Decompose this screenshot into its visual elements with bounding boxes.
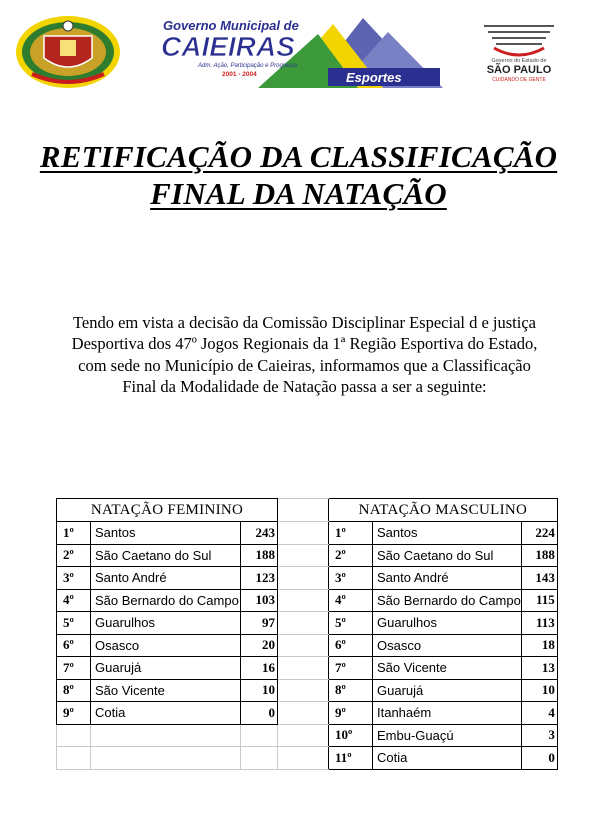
table-row [57,679,558,702]
masculino-position: 2º [329,544,373,567]
feminino-points: 0 [241,702,278,725]
masculino-team: São Bernardo do Campo [373,589,522,612]
document-title-line-1: RETIFICAÇÃO DA CLASSIFICAÇÃO [39,139,558,174]
feminino-team: Cotia [91,702,241,725]
svg-text:CAIEIRAS: CAIEIRAS [161,31,295,62]
masculino-team: Santo André [373,567,522,590]
masculino-points: 115 [521,589,557,612]
feminino-points: 16 [241,657,278,680]
masculino-points: 0 [521,747,557,770]
table-gap [278,499,329,522]
masculino-position: 10º [329,724,373,747]
masculino-points: 13 [521,657,557,680]
table-gap [278,702,329,725]
feminino-position: 6º [57,634,91,657]
feminino-position: 7º [57,657,91,680]
masculino-team: Embu-Guaçú [373,724,522,747]
feminino-position: 4º [57,589,91,612]
table-row [57,634,558,657]
feminino-position: 2º [57,544,91,567]
masculino-position: 8º [329,679,373,702]
table-gap [278,589,329,612]
masculino-points: 143 [521,567,557,590]
table-gap [278,544,329,567]
feminino-points: 20 [241,634,278,657]
table-header-row [57,499,558,522]
empty-cell [91,724,241,747]
feminino-position: 5º [57,612,91,635]
feminino-team: Santo André [91,567,241,590]
table-row [57,612,558,635]
sao-paulo-state-logo [474,18,564,88]
intro-line: Desportiva dos 47º Jogos Regionais da 1ª Região Esportiva do Estado, [71,334,538,354]
table-gap [278,657,329,680]
caieiras-coat-of-arms-logo [14,14,122,90]
empty-cell [91,747,241,770]
feminino-team: Guarujá [91,657,241,680]
masculino-points: 10 [521,679,557,702]
masculino-position: 6º [329,634,373,657]
masculino-team: Cotia [373,747,522,770]
table-row [57,567,558,590]
masculino-position: 4º [329,589,373,612]
feminino-points: 188 [241,544,278,567]
table-row [57,724,558,747]
feminino-points: 123 [241,567,278,590]
svg-text:SÃO PAULO: SÃO PAULO [486,64,552,76]
document-title-line-2: FINAL DA NATAÇÃO [150,176,447,211]
masculino-points: 113 [521,612,557,635]
feminino-team: Guarulhos [91,612,241,635]
empty-cell [241,747,278,770]
masculino-points: 18 [521,634,557,657]
masculino-position: 5º [329,612,373,635]
empty-cell [57,747,91,770]
table-gap [278,634,329,657]
table-row [57,522,558,545]
table-gap [278,567,329,590]
feminino-position: 3º [57,567,91,590]
masculino-points: 4 [521,702,557,725]
masculino-team: Itanhaém [373,702,522,725]
table-row [57,702,558,725]
feminino-team: São Bernardo do Campo [91,589,241,612]
table-row [57,589,558,612]
svg-text:Governo Municipal de: Governo Municipal de [163,18,299,33]
svg-text:Adm. Ação, Participação e Prog: Adm. Ação, Participação e Progresso [198,63,298,69]
empty-cell [57,724,91,747]
table-gap [278,522,329,545]
masculino-team: São Vicente [373,657,522,680]
svg-text:2001 - 2004: 2001 - 2004 [222,71,257,78]
governo-caieiras-esportes-logo [158,14,443,88]
table-row [57,544,558,567]
table-gap [278,724,329,747]
masculino-position: 7º [329,657,373,680]
feminino-team: São Caetano do Sul [91,544,241,567]
feminino-points: 97 [241,612,278,635]
feminino-team: São Vicente [91,679,241,702]
feminino-points: 243 [241,522,278,545]
intro-line: Final da Modalidade de Natação passa a ser a seguinte: [122,376,487,396]
svg-text:CUIDANDO DE GENTE: CUIDANDO DE GENTE [492,77,546,83]
intro-paragraph [0,312,609,397]
intro-line: Tendo em vista a decisão da Comissão Disciplinar Especial d e justiça [72,313,536,332]
feminino-team: Santos [91,522,241,545]
svg-text:Governo do Estado de: Governo do Estado de [491,58,547,64]
empty-cell [241,724,278,747]
feminino-points: 103 [241,589,278,612]
masculino-points: 224 [521,522,557,545]
feminino-position: 9º [57,702,91,725]
masculino-points: 3 [521,724,557,747]
feminino-position: 1º [57,522,91,545]
feminino-team: Osasco [91,634,241,657]
feminino-position: 8º [57,679,91,702]
table-gap [278,679,329,702]
table-row [57,747,558,770]
masculino-table-title: NATAÇÃO MASCULINO [329,499,558,522]
masculino-position: 9º [329,702,373,725]
table-gap [278,747,329,770]
feminino-points: 10 [241,679,278,702]
masculino-team: Osasco [373,634,522,657]
masculino-team: Guarulhos [373,612,522,635]
intro-line: com sede no Município de Caieiras, informamos que a Classificação [78,355,531,375]
masculino-position: 11º [329,747,373,770]
masculino-position: 1º [329,522,373,545]
feminino-table-title: NATAÇÃO FEMININO [57,499,278,522]
masculino-team: Santos [373,522,522,545]
masculino-team: São Caetano do Sul [373,544,522,567]
table-row [57,657,558,680]
masculino-position: 3º [329,567,373,590]
svg-text:Esportes: Esportes [346,70,402,85]
results-table [56,498,558,770]
masculino-team: Guarujá [373,679,522,702]
masculino-points: 188 [521,544,557,567]
table-gap [278,612,329,635]
